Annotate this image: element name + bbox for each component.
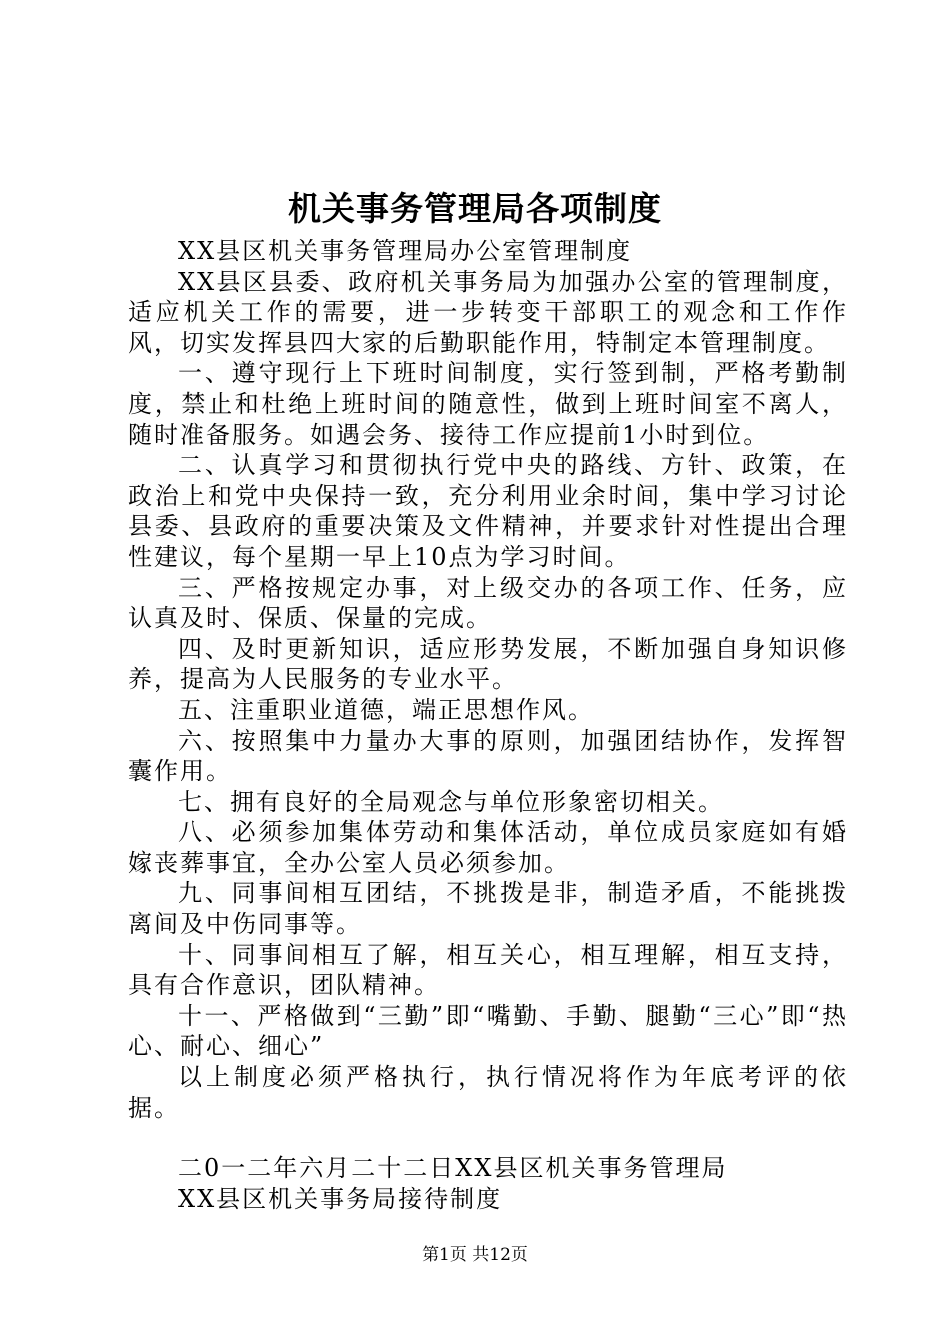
paragraph-rule-4: 四、及时更新知识，适应形势发展，不断加强自身知识修养，提高为人民服务的专业水平。 bbox=[128, 634, 848, 694]
paragraph-rule-1: 一、遵守现行上下班时间制度，实行签到制，严格考勤制度，禁止和杜绝上班时间的随意性，做到上班时间室不离人，随时准备服务。如遇会务、接待工作应提前1小时到位。 bbox=[128, 359, 848, 449]
paragraph-conclusion: 以上制度必须严格执行，执行情况将作为年底考评的依据。 bbox=[128, 1063, 848, 1122]
paragraph-rule-3: 三、严格按规定办事，对上级交办的各项工作、任务，应认真及时、保质、保量的完成。 bbox=[128, 573, 848, 633]
paragraph-rule-8: 八、必须参加集体劳动和集体活动，单位成员家庭如有婚嫁丧葬事宜，全办公室人员必须参加。 bbox=[128, 818, 848, 877]
paragraph-office-rules-heading: XX县区机关事务管理局办公室管理制度 bbox=[178, 237, 633, 265]
paragraph-rule-2: 二、认真学习和贯彻执行党中央的路线、方针、政策，在政治上和党中央保持一致，充分利用业余时间，集中学习讨论县委、县政府的重要决策及文件精神，并要求针对性提出合理性建议，每个星期一早上10点为学习时间。 bbox=[128, 451, 848, 571]
page-number-footer: 第1页 共12页 bbox=[422, 1245, 528, 1265]
document-body bbox=[128, 236, 848, 1214]
paragraph-rule-6: 六、按照集中力量办大事的原则，加强团结协作，发挥智囊作用。 bbox=[128, 726, 848, 786]
paragraph-rule-11: 十一、严格做到“三勤”即“嘴勤、手勤、腿勤“三心”即“热心、耐心、细心” bbox=[128, 1001, 848, 1061]
paragraph-rule-7: 七、拥有良好的全局观念与单位形象密切相关。 bbox=[178, 787, 724, 816]
paragraph-rule-5: 五、注重职业道德，端正思想作风。 bbox=[178, 695, 594, 724]
paragraph-intro: XX县区县委、政府机关事务局为加强办公室的管理制度，适应机关工作的需要，进一步转变干部职工的观念和工作作风，切实发挥县四大家的后勤职能作用，特制定本管理制度。 bbox=[128, 267, 848, 357]
paragraph-reception-rules-heading: XX县区机关事务局接待制度 bbox=[178, 1184, 503, 1213]
paragraph-rule-9: 九、同事间相互团结，不挑拨是非，制造矛盾，不能挑拨离间及中伤同事等。 bbox=[128, 879, 848, 939]
document-title: 机关事务管理局各项制度 bbox=[288, 189, 662, 228]
paragraph-date-signature: 二0一二年六月二十二日XX县区机关事务管理局 bbox=[178, 1154, 728, 1183]
paragraph-rule-10: 十、同事间相互了解，相互关心，相互理解，相互支持，具有合作意识，团队精神。 bbox=[128, 940, 848, 1000]
